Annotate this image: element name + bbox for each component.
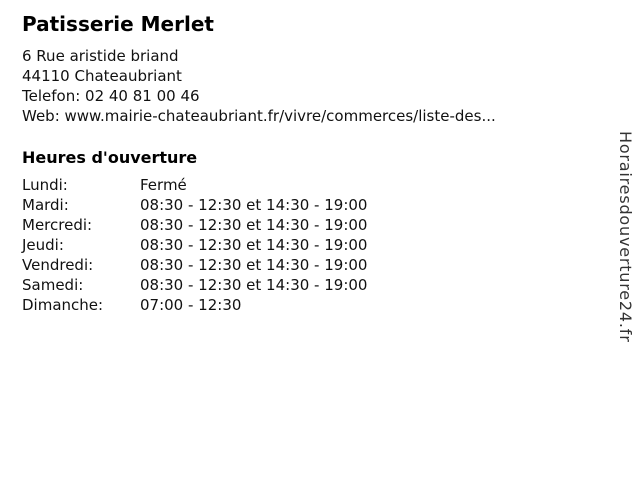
time-value: 08:30 - 12:30 et 14:30 - 19:00 <box>140 256 368 274</box>
business-info <box>22 12 600 315</box>
time-value: Fermé <box>140 176 187 194</box>
day-label: Dimanche: <box>22 296 104 314</box>
hours-row <box>22 195 600 215</box>
hours-row <box>22 215 600 235</box>
hours-table <box>22 175 600 315</box>
day-label: Mardi: <box>22 196 69 214</box>
day-label: Lundi: <box>22 176 68 194</box>
business-name-title: Patisserie Merlet <box>22 12 214 36</box>
web-line: Web: www.mairie-chateaubriant.fr/vivre/commerces/liste-des... <box>22 107 496 125</box>
time-value: 07:00 - 12:30 <box>140 296 242 314</box>
time-value: 08:30 - 12:30 et 14:30 - 19:00 <box>140 236 368 254</box>
watermark-vertical-text: Horairesdouverture24.fr <box>616 131 635 343</box>
time-value: 08:30 - 12:30 et 14:30 - 19:00 <box>140 276 368 294</box>
hours-row <box>22 235 600 255</box>
address-block <box>22 46 600 126</box>
time-value: 08:30 - 12:30 et 14:30 - 19:00 <box>140 216 368 234</box>
hours-row <box>22 295 600 315</box>
opening-hours-heading: Heures d'ouverture <box>22 148 198 167</box>
day-label: Vendredi: <box>22 256 94 274</box>
day-label: Mercredi: <box>22 216 93 234</box>
day-label: Samedi: <box>22 276 84 294</box>
time-value: 08:30 - 12:30 et 14:30 - 19:00 <box>140 196 368 214</box>
hours-row <box>22 175 600 195</box>
hours-row <box>22 275 600 295</box>
hours-row <box>22 255 600 275</box>
address-city: 44110 Chateaubriant <box>22 67 182 85</box>
phone-line: Telefon: 02 40 81 00 46 <box>22 87 200 105</box>
day-label: Jeudi: <box>22 236 64 254</box>
address-street: 6 Rue aristide briand <box>22 47 179 65</box>
